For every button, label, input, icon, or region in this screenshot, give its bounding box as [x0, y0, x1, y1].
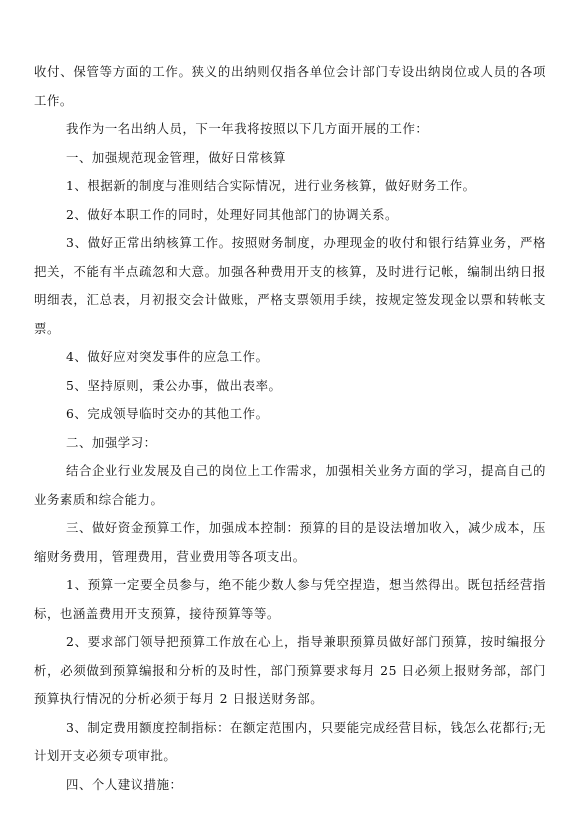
paragraph-8: 5、坚持原则，秉公办事，做出表率。	[66, 377, 282, 393]
paragraph-5: 2、做好本职工作的同时，处理好同其他部门的协调关系。	[66, 206, 398, 222]
document-page	[34, 58, 546, 799]
paragraph-7: 4、做好应对突发事件的应急工作。	[66, 349, 269, 364]
paragraph-13: 1、预算一定要全员参与，绝不能少数人参与凭空捏造，想当然得出。既包括经营指标，也涵盖费用开支预算，接待预算等等。	[34, 577, 546, 621]
paragraph-4: 1、根据新的制度与准则结合实际情况，进行业务核算，做好财务工作。	[66, 178, 476, 193]
section-heading-2: 二、加强学习：	[66, 434, 157, 450]
section-heading-4: 四、个人建议措施：	[66, 776, 183, 792]
paragraph-1: 收付、保管等方面的工作。狭义的出纳则仅指各单位会计部门专设出纳岗位或人员的各项工作。	[34, 64, 546, 108]
paragraph-11: 结合企业行业发展及自己的岗位上工作需求，加强相关业务方面的学习，提高自己的业务素质和综合能力。	[34, 463, 546, 507]
paragraph-15: 3、制定费用额度控制指标：在额定范围内，只要能完成经营目标，钱怎么花都行;无计划开支必须专项审批。	[34, 719, 546, 763]
paragraph-9: 6、完成领导临时交办的其他工作。	[66, 406, 269, 421]
section-heading-3: 三、做好资金预算工作，加强成本控制：预算的目的是设法增加收入，减少成本，压缩财务费用，管理费用，营业费用等各项支出。	[34, 520, 546, 564]
paragraph-14: 2、要求部门领导把预算工作放在心上，指导兼职预算员做好部门预算，按时编报分析，必须做到预算编报和分析的及时性，部门预算要求每月 25 日必须上报财务部，部门预算执行情况的分析必须于每月 2 日报送财务部。	[34, 634, 546, 706]
paragraph-2: 我作为一名出纳人员，下一年我将按照以下几方面开展的工作：	[66, 121, 429, 136]
paragraph-6: 3、做好正常出纳核算工作。按照财务制度，办理现金的收付和银行结算业务，严格把关，不能有半点疏忽和大意。加强各种费用开支的核算，及时进行记帐，编制出纳日报明细表，汇总表，月初报交会计做账，严格支票领用手续，按规定签发现金以票和转帐支票。	[34, 235, 546, 336]
section-heading-1: 一、加强规范现金管理，做好日常核算	[66, 149, 286, 165]
